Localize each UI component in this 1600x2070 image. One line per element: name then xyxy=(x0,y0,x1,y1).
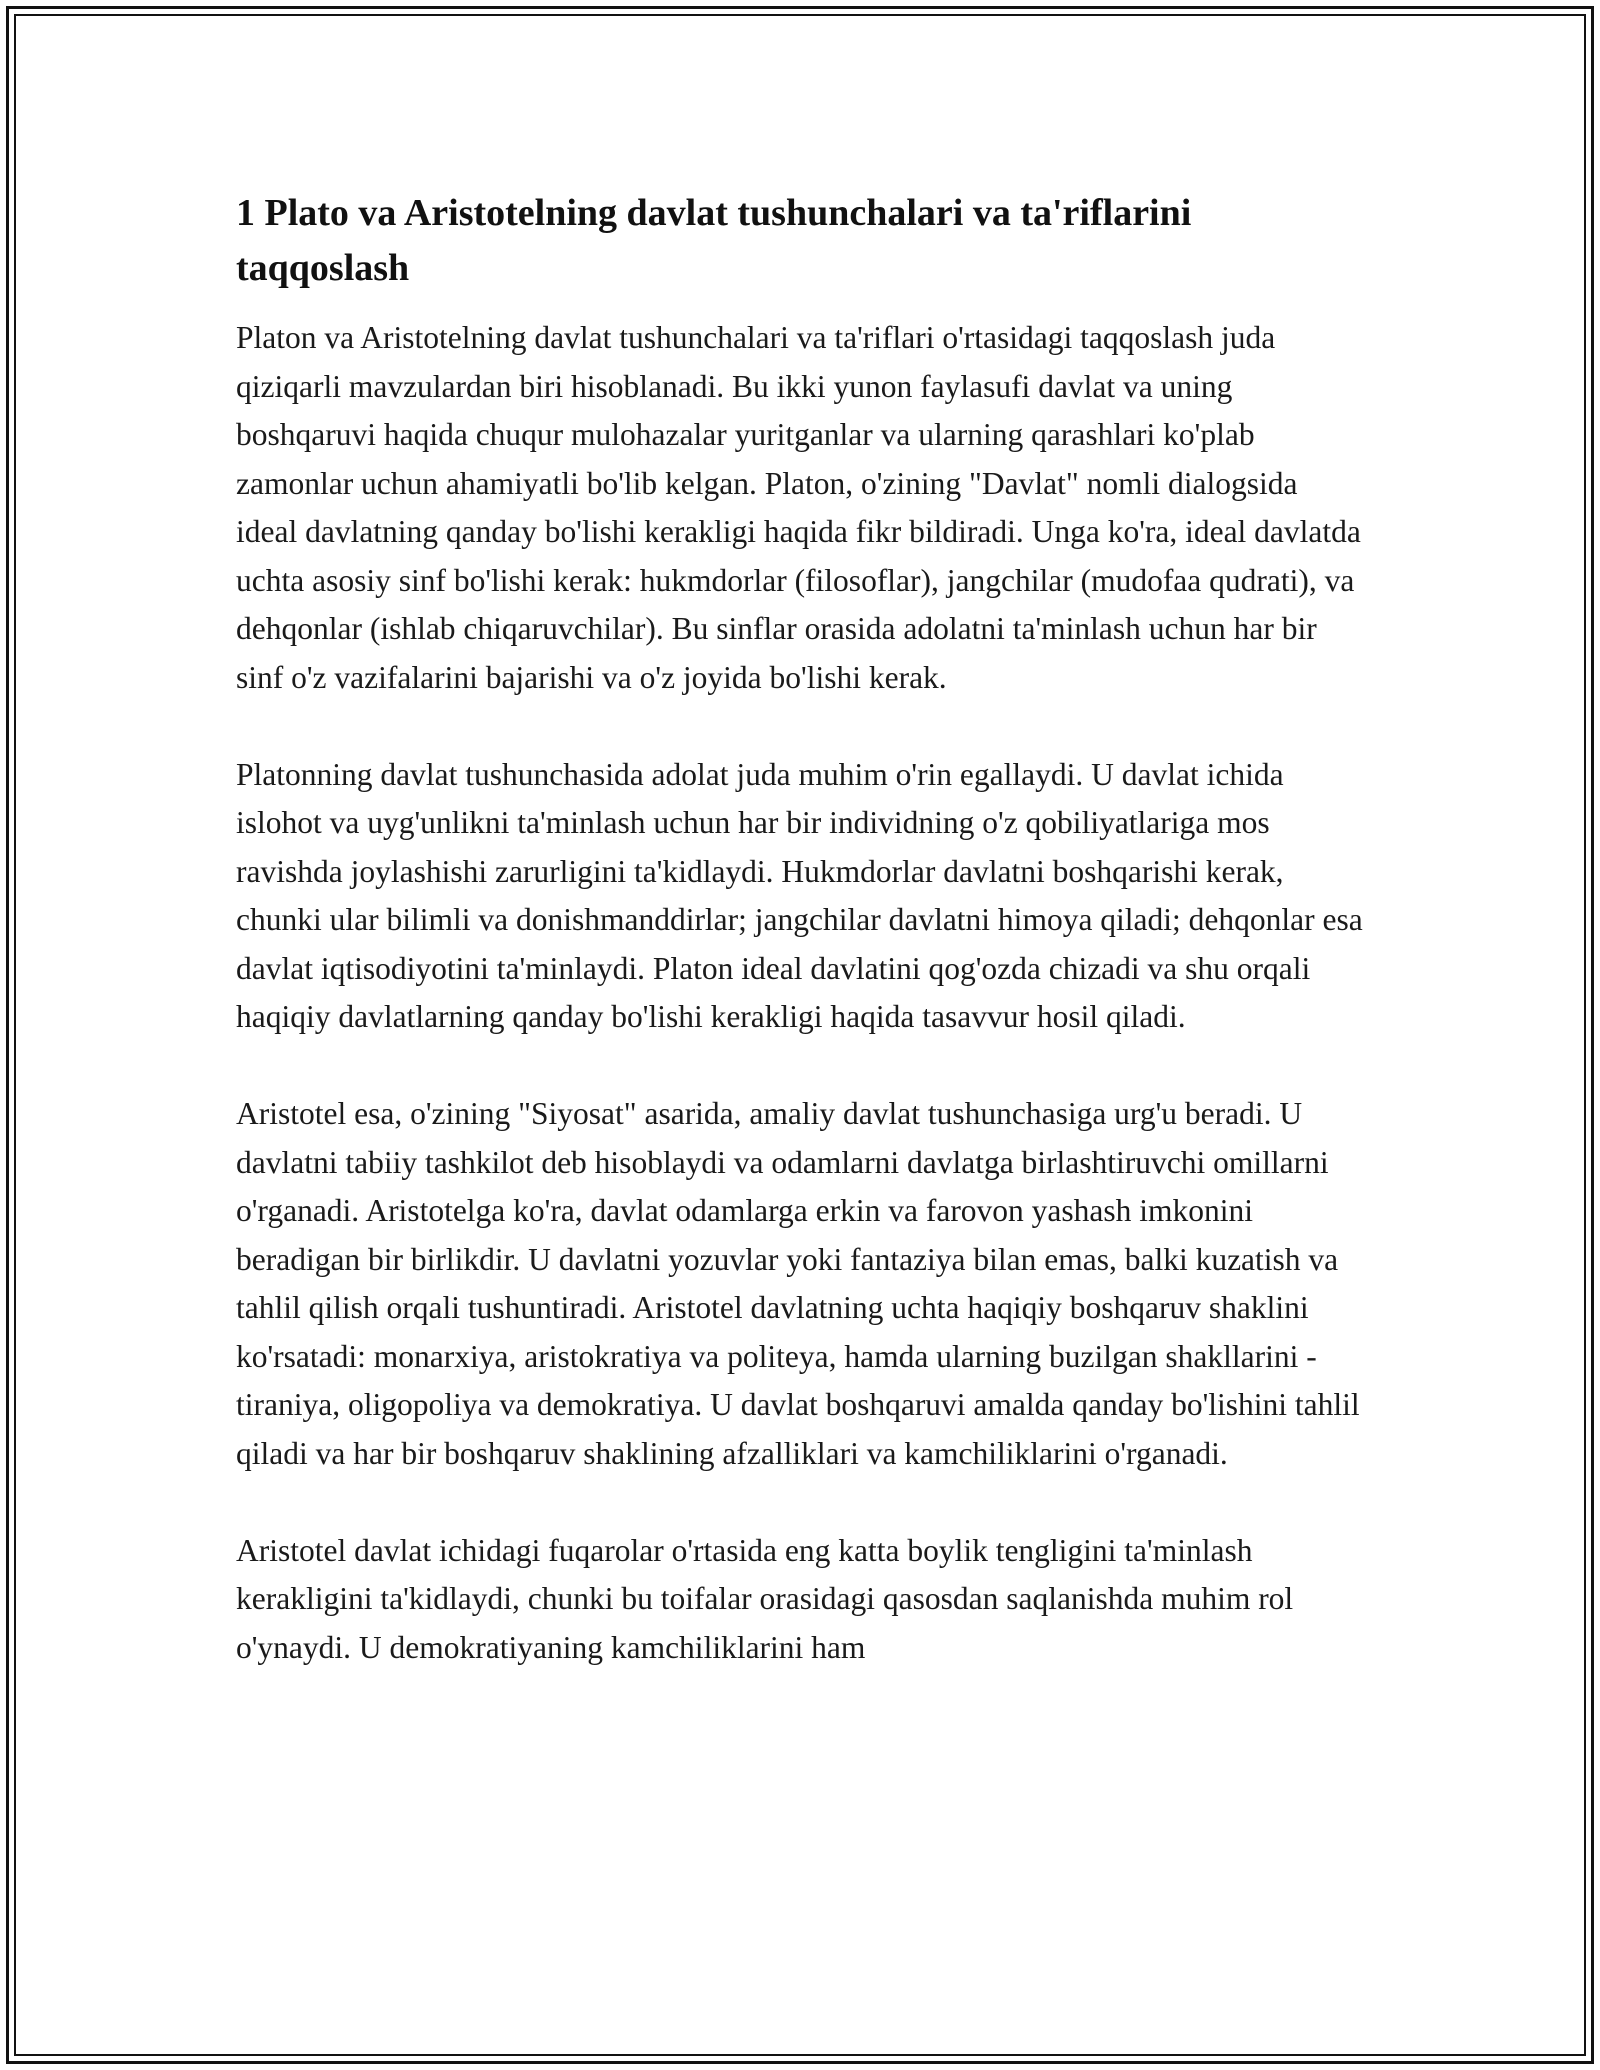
paragraph-3: Aristotel esa, o'zining "Siyosat" asarida, amaliy davlat tushunchasiga urg'u beradi. U davlatni tabiiy tashkilot deb hisoblaydi va odamlarni davlatga birlashtiruvchi omillarni o'rganadi. Aristotelga ko'ra, davlat odamlarga erkin va farovon yashash imkonini beradigan bir birlikdir. U davlatni yozuvlar yoki fantaziya bilan emas, balki kuzatish va tahlil qilish orqali tushuntiradi. Aristotel davlatning uchta haqiqiy boshqaruv shaklini ko'rsatadi: monarxiya, aristokratiya va politeya, hamda ularning buzilgan shakllarini - tiraniya, oligopoliya va demokratiya. U davlat boshqaruvi amalda qanday bo'lishini tahlil qiladi va har bir boshqaruv shaklining afzalliklari va kamchiliklarini o'rganadi. xyxy=(236,1096,1360,1471)
section-title: 1 Plato va Aristotelning davlat tushunchalari va ta'riflarini taqqoslash xyxy=(236,192,1192,289)
document-body xyxy=(236,186,1366,1721)
paragraph-4: Aristotel davlat ichidagi fuqarolar o'rtasida eng katta boylik tengligini ta'minlash kerakligini ta'kidlaydi, chunki bu toifalar orasidagi qasosdan saqlanishda muhim rol o'ynaydi. U demokratiyaning kamchiliklarini ham xyxy=(236,1532,1294,1665)
paragraph-1: Platon va Aristotelning davlat tushunchalari va ta'riflari o'rtasidagi taqqoslash juda qiziqarli mavzulardan biri hisoblanadi. Bu ikki yunon faylasufi davlat va uning boshqaruvi haqida chuqur mulohazalar yuritganlar va ularning qarashlari ko'plab zamonlar uchun ahamiyatli bo'lib kelgan. Platon, o'zining "Davlat" nomli dialogsida ideal davlatning qanday bo'lishi kerakligi haqida fikr bildiradi. Unga ko'ra, ideal davlatda uchta asosiy sinf bo'lishi kerak: hukmdorlar (filosoflar), jangchilar (mudofaa qudrati), va dehqonlar (ishlab chiqaruvchilar). Bu sinflar orasida adolatni ta'minlash uchun har bir sinf o'z vazifalarini bajarishi va o'z joyida bo'lishi kerak. xyxy=(236,320,1361,695)
paragraph-2: Platonning davlat tushunchasida adolat juda muhim o'rin egallaydi. U davlat ichida islohot va uyg'unlikni ta'minlash uchun har bir individning o'z qobiliyatlariga mos ravishda joylashishi zarurligini ta'kidlaydi. Hukmdorlar davlatni boshqarishi kerak, chunki ular bilimli va donishmanddirlar; jangchilar davlatni himoya qiladi; dehqonlar esa davlat iqtisodiyotini ta'minlaydi. Platon ideal davlatini qog'ozda chizadi va shu orqali haqiqiy davlatlarning qanday bo'lishi kerakligi haqida tasavvur hosil qiladi. xyxy=(236,756,1363,1034)
